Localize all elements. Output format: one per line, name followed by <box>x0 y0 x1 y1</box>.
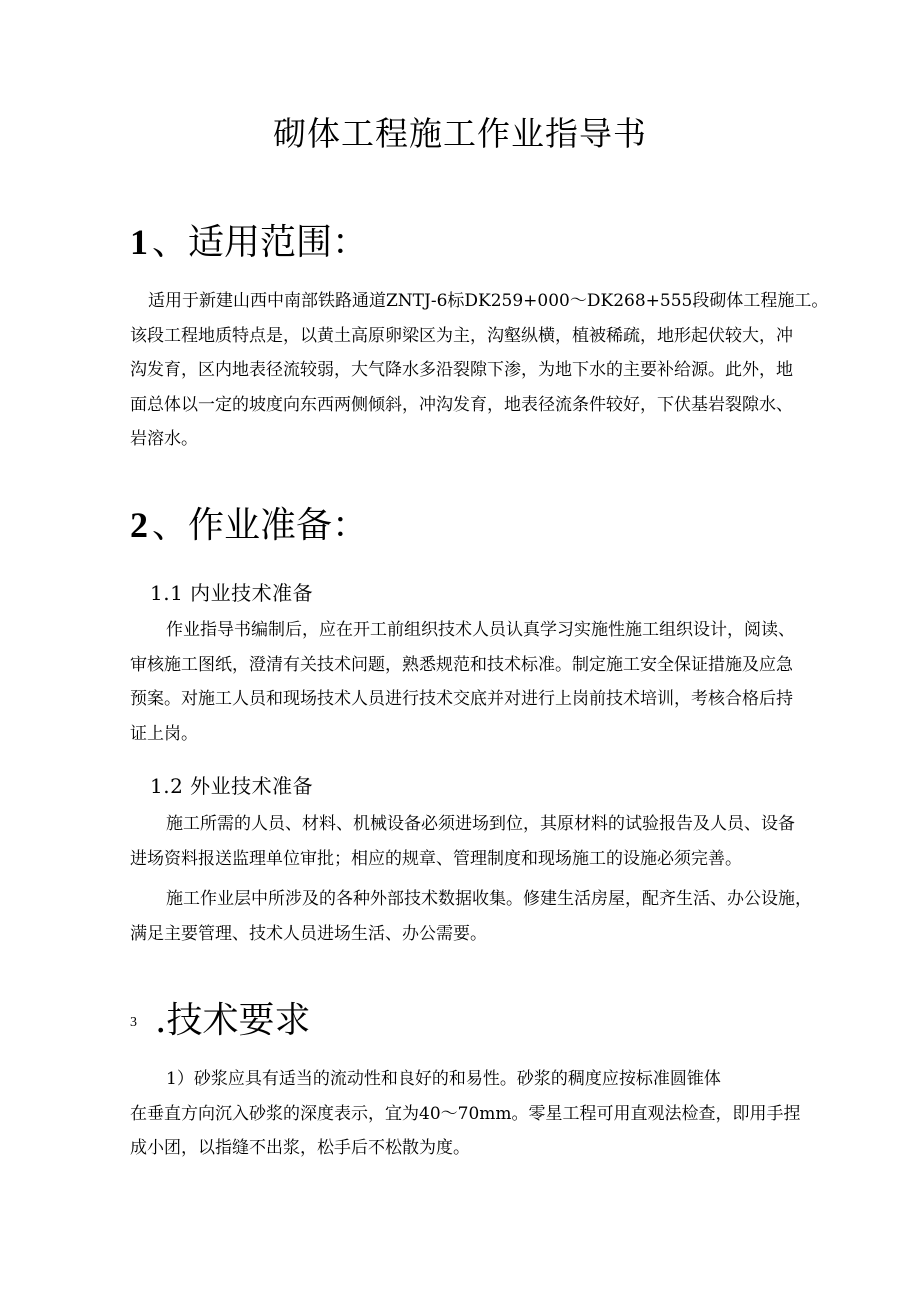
section-3-number: 3 <box>130 1015 137 1030</box>
paragraph-line: 施工所需的人员、材料、机械设备必须进场到位，其原材料的试验报告及人员、设备 <box>166 814 795 834</box>
paragraph-line: 证上岗。 <box>130 723 198 744</box>
paragraph-line: 岩溶水。 <box>130 429 198 450</box>
paragraph-line: 适用于新建山西中南部铁路通道ZNTJ-6标DK259+000～DK268+555段砌体工程施工。 <box>148 291 829 311</box>
paragraph-line: 1）砂浆应具有适当的流动性和良好的和易性。砂浆的稠度应按标准圆锥体 <box>166 1069 721 1089</box>
subsection-1-2-paragraph-a <box>130 807 810 876</box>
section-1-heading <box>130 214 368 265</box>
section-3-heading <box>130 992 310 1043</box>
section-1-title: 适用范围： <box>188 222 369 263</box>
section-1-paragraph <box>130 284 829 457</box>
section-2-heading <box>130 497 368 548</box>
paragraph-line: 该段工程地质特点是，以黄土高原卵梁区为主，沟壑纵横，植被稀疏，地形起伏较大，冲 <box>130 325 793 346</box>
paragraph-line: 面总体以一定的坡度向东西两侧倾斜，冲沟发育，地表径流条件较好，下伏基岩裂隙水、 <box>130 394 793 415</box>
section-3-paragraph <box>130 1062 810 1166</box>
paragraph-line: 成小团，以指缝不出浆，松手后不松散为度。 <box>130 1138 470 1159</box>
paragraph-line: 在垂直方向沉入砂浆的深度表示，宜为40～70mm。零星工程可用直观法检查，即用手捏 <box>130 1103 801 1124</box>
section-1-separator: 、 <box>152 222 189 263</box>
section-2-title: 作业准备： <box>188 505 369 546</box>
section-2-number: 2 <box>130 505 148 545</box>
paragraph-line: 作业指导书编制后，应在开工前组织技术人员认真学习实施性施工组织设计，阅读、 <box>166 620 795 640</box>
section-3-title: .技术要求 <box>155 1000 311 1041</box>
section-2-separator: 、 <box>152 505 189 546</box>
subsection-1-2-heading: 1.2 外业技术准备 <box>150 774 314 798</box>
subsection-1-2-paragraph-b <box>130 882 810 951</box>
section-1-number: 1 <box>130 222 148 262</box>
subsection-1-1-paragraph <box>130 613 810 751</box>
subsection-1-1-heading: 1.1 内业技术准备 <box>150 581 314 605</box>
paragraph-line: 预案。对施工人员和现场技术人员进行技术交底并对进行上岗前技术培训，考核合格后持 <box>130 689 793 710</box>
paragraph-line: 沟发育，区内地表径流较弱，大气降水多沿裂隙下渗，为地下水的主要补给源。此外，地 <box>130 360 793 381</box>
document-title: 砌体工程施工作业指导书 <box>273 114 647 153</box>
paragraph-line: 施工作业层中所涉及的各种外部技术数据收集。修建生活房屋，配齐生活、办公设施， <box>166 889 812 909</box>
paragraph-line: 进场资料报送监理单位审批；相应的规章、管理制度和现场施工的设施必须完善。 <box>130 848 742 869</box>
paragraph-line: 满足主要管理、技术人员进场生活、办公需要。 <box>130 923 487 944</box>
paragraph-line: 审核施工图纸，澄清有关技术问题，熟悉规范和技术标准。制定施工安全保证措施及应急 <box>130 654 793 675</box>
